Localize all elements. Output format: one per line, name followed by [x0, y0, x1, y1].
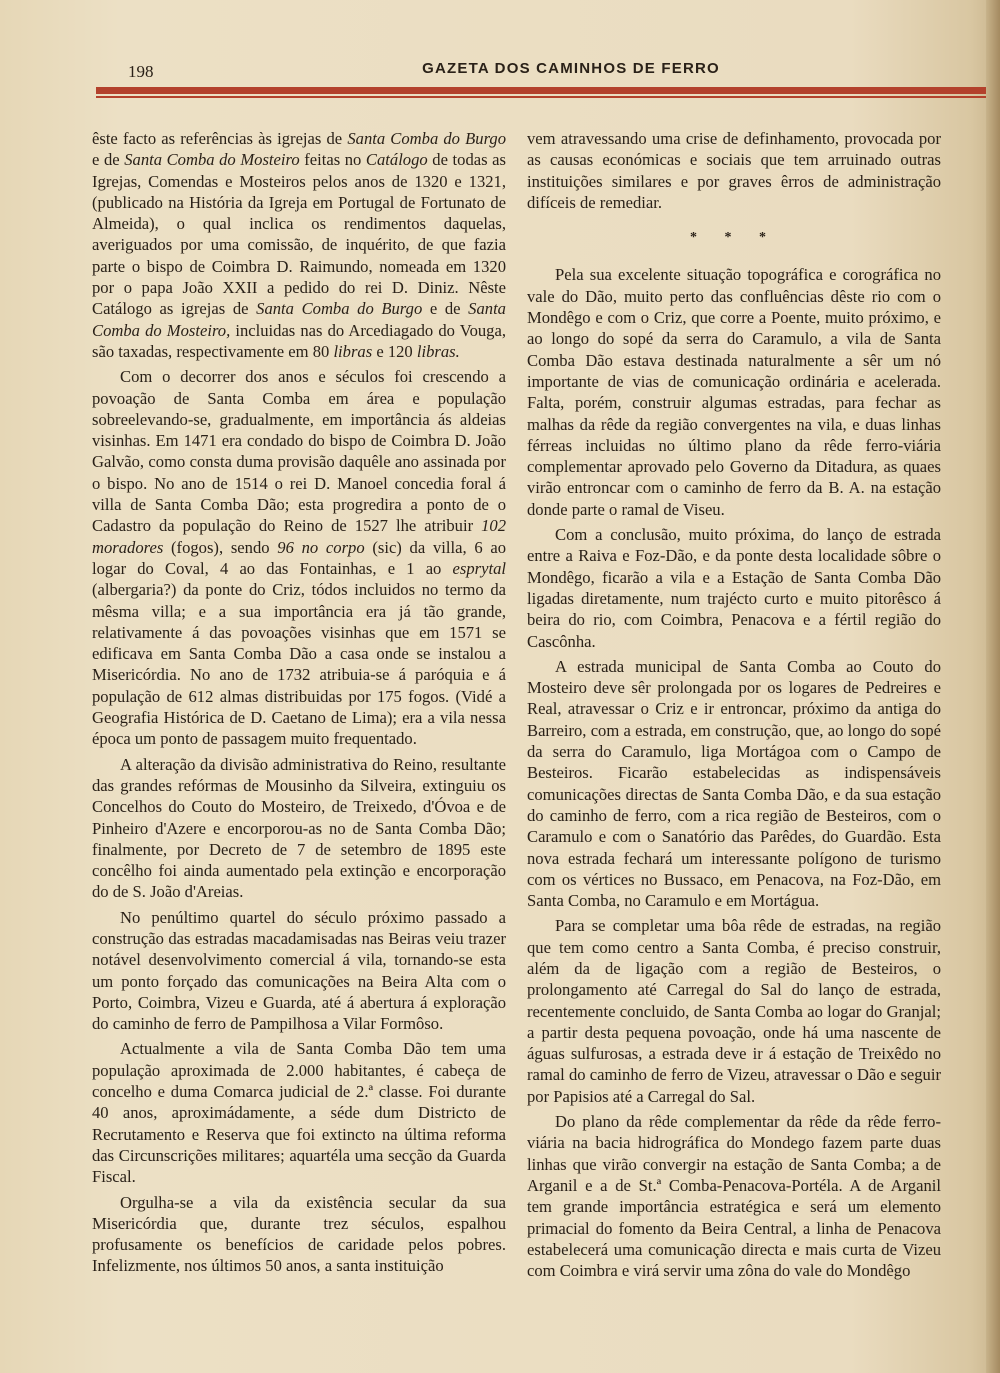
- paragraph: Do plano da rêde complementar da rêde da rêde ferro-viária na bacia hidrográfica do Mondego fazem parte duas linhas que virão convergir na estação de Santa Comba; a de Arganil e a de St.ª Comba-Penacova-Portéla. A de Arganil tem grande importância estratégica e será um elemento primacial do fomento da Beira Central, a linha de Penacova estabelecerá uma comunicação directa e mais curta de Vizeu com Coimbra e virá servir uma zôna do vale do Mondêgo: [527, 1112, 941, 1281]
- running-title: GAZETA DOS CAMINHOS DE FERRO: [422, 60, 720, 77]
- left-column: [92, 128, 506, 1277]
- paragraph: Com o decorrer dos anos e séculos foi crescendo a povoação de Santa Comba em área e população sobreelevando-se, gradualmente, em importância ás aldeias visinhas. Em 1471 era condado do bispo de Coimbra D. João Galvão, como consta duma provisão daquêle ano assinada por o bispo. No ano de 1514 o rei D. Manoel concedia foral á villa de Santa Comba Dão; esta progredira a ponto de o Cadastro da população do Reino de 1527 lhe atribuir 102 moradores (fogos), sendo 96 no corpo (sic) da villa, 6 ao logar do Coval, 4 ao das Fontainhas, e 1 ao esprytal (albergaria?) da ponte do Criz, tódos incluidos no termo da mêsma villa; e a sua importância era já tão grande, relativamente á das povoações visinhas que em 1571 se edificava em Santa Comba Dão a casa onde se instalou a Misericórdia. No ano de 1732 atribuia-se á paróquia e á população de 612 almas distribuidas por 175 fogos. (Vidé a Geografia Histórica de D. Caetano de Lima); era a vila nessa época um ponto de passagem muito frequentado.: [92, 367, 506, 749]
- paragraph: êste facto as referências às igrejas de Santa Comba do Burgo e de Santa Comba do Mosteiro feitas no Catálogo de todas as Igrejas, Comendas e Mosteiros pelos anos de 1320 e 1321, (publicado na História da Igreja em Portugal de Fortunato de Almeida), o qual inclica os rendimentos daquelas, averiguados por uma comissão, de inquérito, de que fazia parte o bispo de Coimbra D. Raimundo, nomeada em 1320 por o papa João XXII a pedido do rei D. Diniz. Nêste Catálogo as igrejas de Santa Comba do Burgo e de Santa Comba do Mosteiro, incluidas nas do Arcediagado do Vouga, são taxadas, respectivamente em 80 libras e 120 libras.: [92, 129, 507, 361]
- paragraph: Para se completar uma bôa rêde de estradas, na região que tem como centro a Santa Comba, é preciso construir, além da de ligação com a região de Besteiros, o prolongamento até Carregal do Sal do lanço de estrada, recentemente concluido, de Santa Comba ao logar do Granjal; a partir desta pequena povoação, onde há uma nascente de águas sulfurosas, a estrada deve ir á estação de Treixêdo no ramal do caminho de ferro de Vizeu, atravessar o Dão e seguir por Papisios até a Carregal do Sal.: [527, 916, 941, 1106]
- right-column: [527, 128, 941, 1281]
- paragraph: A alteração da divisão administrativa do Reino, resultante das grandes refórmas de Mousinho da Silveira, extinguiu os Concelhos do Couto do Mosteiro, de Treixedo, d'Óvoa e de Pinheiro d'Azere e encorporou-as no de Santa Comba Dão; finalmente, por Decreto de 7 de setembro de 1895 este concêlho foi ainda aumentado pela extinção e encorporação do de S. João d'Areias.: [92, 754, 506, 902]
- paragraph: Pela sua excelente situação topográfica e corográfica no vale do Dão, muito perto das confluências dêste rio com o Mondêgo e com o Criz, que corre a Poente, muito próximo, e ao longo do sopé da serra do Caramulo, a vila de Santa Comba Dão estava destinada naturalmente a sêr um nó importante de vias de comunicação ordinária e acelerada. Falta, porém, construir algumas estradas, para fechar as malhas da rêde da região convergentes na vila, e duas linhas férreas incluidas no último plano da rêde ferro-viária complementar aprovado pelo Governo da Ditadura, as quaes virão entroncar com o caminho de ferro da B. A. na estação donde parte o ramal de Viseu.: [527, 265, 941, 519]
- page-header: [96, 56, 986, 86]
- paragraph: vem atravessando uma crise de definhamento, provocada por as causas económicas e sociais que tem arruinado outras instituições similares e por graves êrros de administração difíceis de remediar.: [527, 129, 941, 212]
- paragraph: Actualmente a vila de Santa Comba Dão tem uma população aproximada de 2.000 habitantes, é cabeça de concelho e duma Comarca judicial de 2.ª classe. Foi durante 40 anos, aproximádamente, a séde dum Districto de Recrutamento e Reserva que foi extincto na última reforma das Circunscrições militares; aquartéla uma secção da Guarda Fiscal.: [92, 1039, 506, 1187]
- page-number: 198: [128, 62, 154, 81]
- page-edge: [986, 0, 1000, 1373]
- paragraph: Orgulha-se a vila da existência secular da sua Misericórdia que, durante trez séculos, espalhou profusamente os benefícios de caridade pelos pobres. Infelizmente, nos últimos 50 anos, a santa instituição: [92, 1192, 506, 1276]
- paragraph: No penúltimo quartel do século próximo passado a construção das estradas macadamisadas nas Beiras veiu trazer notável desenvolvimento comercial á vila, tornando-se esta um ponto forçado das comunicações na Beira Alta com o Porto, Coimbra, Vizeu e Guarda, até á abertura á exploração do caminho de ferro de Pampilhosa a Vilar Formôso.: [92, 907, 506, 1034]
- paragraph: A estrada municipal de Santa Comba ao Couto do Mosteiro deve sêr prolongada por os logares de Pedreires e Real, atravessar o Criz e ir entroncar, próximo da antiga do Barreiro, com a estrada, em construção, que, ao longo do sopé da serra do Caramulo, liga Mortágoa com o Campo de Besteiros. Ficarão estabelecidas as indispensáveis comunicações directas de Santa Comba Dão, e da sua estação do caminho de ferro, com a rica região de Besteiros, com o Caramulo e com o Sanatório das Parêdes, do Guardão. Esta nova estrada fechará um interessante polígono de turismo com os vértices no Bussaco, em Penacova, na Foz-Dão, em Santa Comba, no Caramulo e em Mortágua.: [527, 656, 941, 911]
- header-rule: [96, 87, 986, 94]
- paragraph: Com a conclusão, muito próxima, do lanço de estrada entre a Raiva e Foz-Dão, e da ponte desta localidade sôbre o Mondêgo, ficarão a vila e a Estação de Santa Comba Dão ligadas diretamente, num trajécto curto e muito pitorêsco á beira do rio, com Coimbra, Penacova e a fértil região do Cascônha.: [527, 525, 941, 651]
- header-rule-thin: [96, 96, 986, 98]
- section-separator: * * *: [690, 230, 778, 246]
